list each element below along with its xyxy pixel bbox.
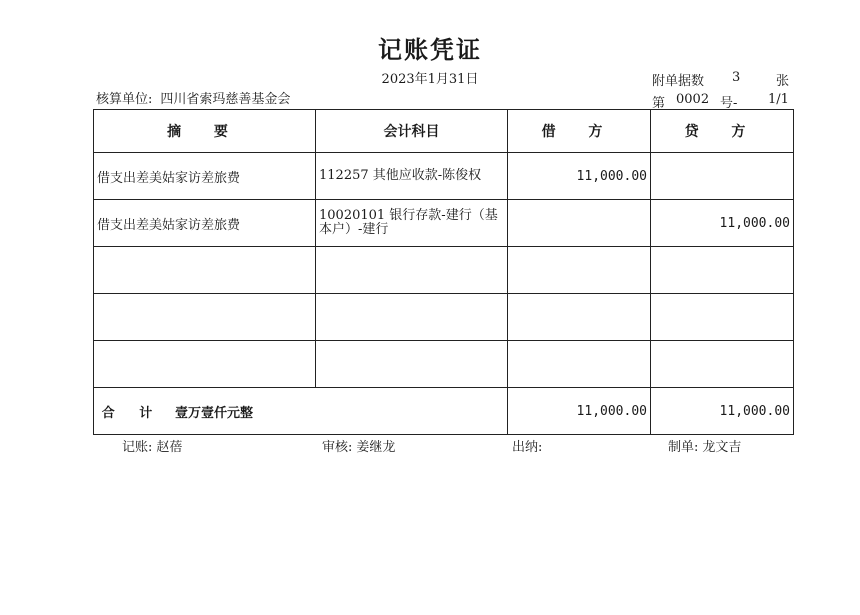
bookkeeper-name: 赵蓓 [156,440,183,455]
accounting-unit-label: 核算单位: [96,92,153,107]
row-credit [651,294,794,341]
preparer-name: 龙文吉 [702,440,742,455]
signature-cashier [512,436,546,455]
accounting-unit [96,88,298,107]
table-row [94,294,794,341]
reviewer-label: 审核: [322,440,353,455]
row-summary: 借支出差美姑家访差旅费 [94,153,316,200]
attachment-unit: 张 [776,74,790,89]
bookkeeper-label: 记账: [122,440,153,455]
row-account: 10020101 银行存款-建行（基本户）-建行 [316,200,508,247]
row-debit [508,247,651,294]
voucher-no: 0002 [676,92,710,107]
row-account [316,341,508,388]
table-row [94,341,794,388]
column-header-debit: 借 方 [508,110,651,153]
column-header-summary: 摘 要 [94,110,316,153]
row-debit [508,341,651,388]
row-credit [651,247,794,294]
total-row [94,388,794,435]
row-account [316,294,508,341]
attachment-label: 附单据数 [652,74,705,89]
voucher-table [93,109,794,435]
total-debit: 11,000.00 [508,388,651,435]
table-header-row [94,110,794,153]
row-summary [94,294,316,341]
table-row [94,247,794,294]
row-summary [94,341,316,388]
total-label: 合 计 [101,405,163,421]
row-account [316,247,508,294]
table-row [94,153,794,200]
total-credit: 11,000.00 [651,388,794,435]
total-cell [94,388,508,435]
voucher-prefix: 第 [652,96,666,111]
column-header-account: 会计科目 [316,110,508,153]
signature-preparer [668,436,741,455]
row-credit: 11,000.00 [651,200,794,247]
total-amount-words: 壹万壹仟元整 [175,405,254,421]
row-debit [508,294,651,341]
row-account: 112257 其他应收款-陈俊权 [316,153,508,200]
voucher-suffix: 号- [720,96,738,111]
column-header-credit: 贷 方 [651,110,794,153]
row-debit: 11,000.00 [508,153,651,200]
row-debit [508,200,651,247]
cashier-label: 出纳: [512,440,543,455]
attachment-number: 3 [732,70,741,85]
row-credit [651,341,794,388]
accounting-unit-name: 四川省索玛慈善基金会 [160,92,291,107]
preparer-label: 制单: [668,440,699,455]
signature-reviewer [322,436,395,455]
voucher-title: 记账凭证 [378,35,482,64]
row-summary: 借支出差美姑家访差旅费 [94,200,316,247]
reviewer-name: 姜继龙 [356,440,396,455]
voucher-date: 2023年1月31日 [381,72,479,87]
signature-bookkeeper [122,436,182,455]
table-row [94,200,794,247]
row-summary [94,247,316,294]
voucher-page: 1/1 [768,92,789,107]
row-credit [651,153,794,200]
